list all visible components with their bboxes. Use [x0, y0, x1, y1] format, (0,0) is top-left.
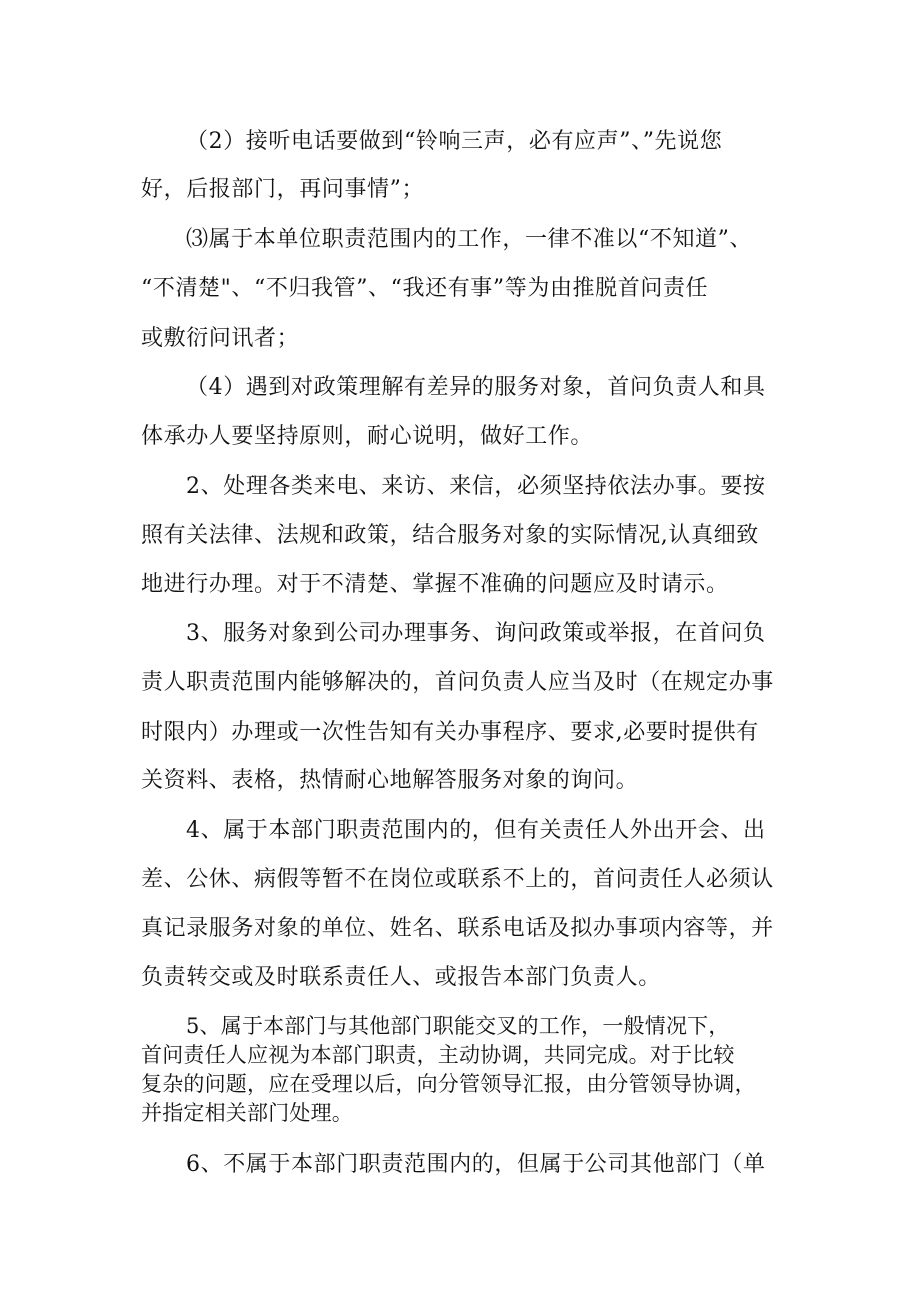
paragraph-6-line-1: 6、不属于本部门职责范围内的，但属于公司其他部门（单 [186, 1152, 766, 1177]
paragraph-5-line-3: 复杂的问题，应在受理以后，向分管领导汇报，由分管领导协调， [141, 1072, 756, 1096]
paragraph-3-line-4: 关资料、表格，热情耐心地解答服务对象的询问。 [141, 768, 639, 793]
paragraph-item-4-line-1: （4）遇到对政策理解有差异的服务对象，首问负责人和具 [186, 375, 766, 400]
paragraph-3-line-3: 时限内）办理或一次性告知有关办事程序、要求,必要时提供有 [141, 720, 759, 745]
paragraph-2-line-1: 2、处理各类来电、来访、来信，必须坚持依法办事。要按 [186, 474, 766, 499]
paragraph-3-line-2: 责人职责范围内能够解决的，首问负责人应当及时（在规定办事 [141, 670, 774, 695]
paragraph-item-3-line-1: ⑶属于本单位职责范围内的工作，一律不准以“不知道”、 [186, 227, 753, 252]
paragraph-4-line-1: 4、属于本部门职责范围内的，但有关责任人外出开会、出 [186, 818, 766, 843]
paragraph-item-4-line-2: 体承办人要坚持原则，耐心说明，做好工作。 [141, 424, 594, 449]
paragraph-2-line-2: 照有关法律、法规和政策，结合服务对象的实际情况,认真细致 [141, 523, 759, 548]
paragraph-5-line-1: 5、属于本部门与其他部门职能交叉的工作，一般情况下， [186, 1014, 730, 1038]
paragraph-4-line-3: 真记录服务对象的单位、姓名、联系电话及拟办事项内容等，并 [141, 916, 774, 941]
paragraph-3-line-1: 3、服务对象到公司办理事务、询问政策或举报，在首问负 [186, 621, 766, 646]
paragraph-5-line-4: 并指定相关部门处理。 [141, 1101, 353, 1125]
paragraph-5-line-2: 首问责任人应视为本部门职责，主动协调，共同完成。对于比较 [141, 1043, 735, 1067]
paragraph-item-2-line-2: 好，后报部门，再问事情”； [141, 177, 425, 202]
paragraph-4-line-4: 负责转交或及时联系责任人、或报告本部门负责人。 [141, 965, 661, 990]
paragraph-item-2-line-1: （2）接听电话要做到“铃响三声，必有应声”、”先说您 [186, 129, 723, 154]
paragraph-item-3-line-3: 或敷衍问讯者； [141, 326, 300, 351]
paragraph-4-line-2: 差、公休、病假等暂不在岗位或联系不上的，首问责任人必须认 [141, 867, 774, 892]
paragraph-2-line-3: 地进行办理。对于不清楚、掌握不准确的问题应及时请示。 [141, 572, 729, 597]
paragraph-item-3-line-2: “不清楚"、“不归我管”、“我还有事”等为由推脱首问责任 [141, 276, 709, 301]
